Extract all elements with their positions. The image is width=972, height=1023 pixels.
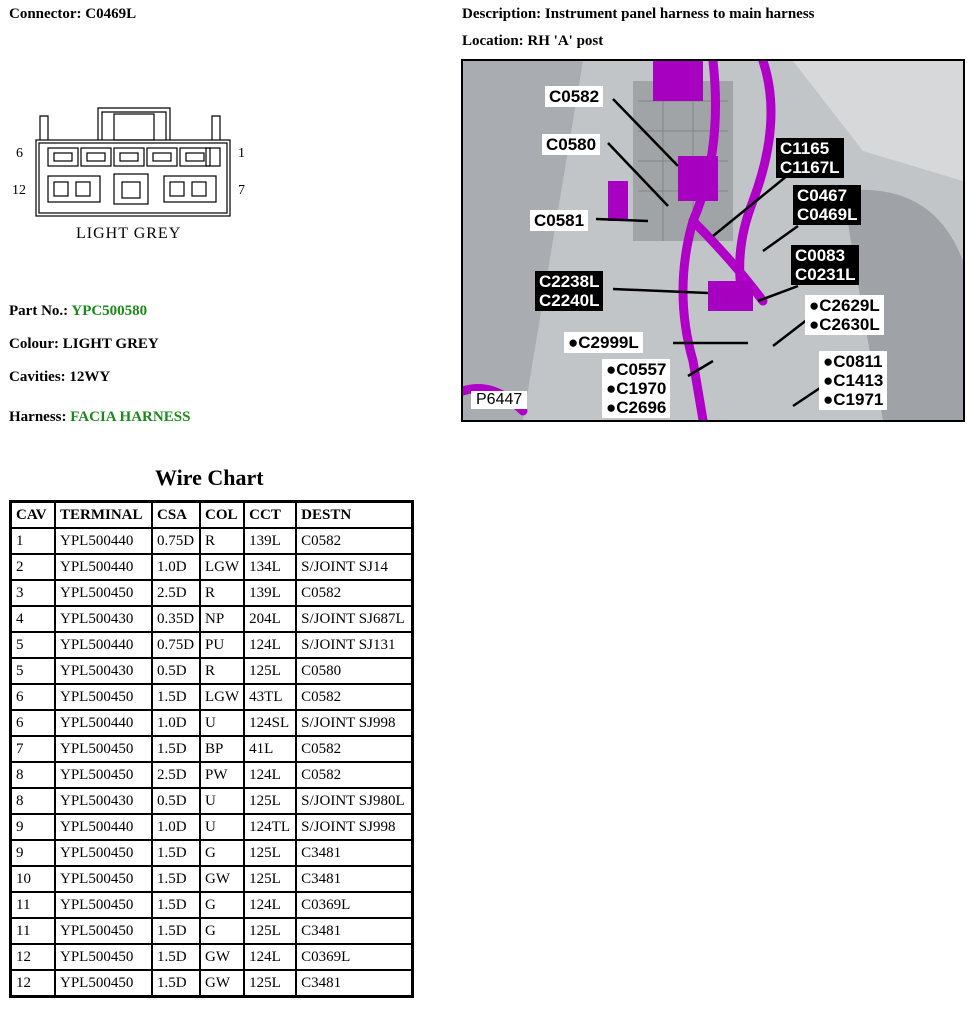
cell-cct: 125L	[244, 658, 296, 684]
cell-col: R	[200, 658, 244, 684]
cell-terminal: YPL500430	[55, 606, 152, 632]
photo-callout-c2238l: C2238L C2240L	[535, 271, 603, 311]
cell-csa: 0.35D	[152, 606, 200, 632]
cell-csa: 0.5D	[152, 788, 200, 814]
description-value: Instrument panel harness to main harness	[544, 6, 815, 22]
cell-col: NP	[200, 606, 244, 632]
cell-csa: 1.5D	[152, 684, 200, 710]
cell-cct: 139L	[244, 528, 296, 554]
photo-callout-c0557: ●C0557 ●C1970 ●C2696	[602, 359, 670, 418]
cell-csa: 2.5D	[152, 762, 200, 788]
cell-cct: 41L	[244, 736, 296, 762]
cell-destn: S/JOINT SJ131	[296, 632, 412, 658]
location-line	[462, 33, 603, 50]
cell-cct: 204L	[244, 606, 296, 632]
harness-value: FACIA HARNESS	[70, 409, 191, 425]
cell-csa: 1.0D	[152, 710, 200, 736]
cell-col: PU	[200, 632, 244, 658]
cell-terminal: YPL500440	[55, 528, 152, 554]
cell-destn: C0582	[296, 684, 412, 710]
cell-cav: 8	[11, 788, 55, 814]
photo-callout-c0581: C0581	[530, 210, 588, 231]
header-cav: CAV	[11, 502, 55, 528]
table-header-row	[11, 502, 412, 528]
cell-col: U	[200, 710, 244, 736]
cell-cav: 4	[11, 606, 55, 632]
part-no-line	[9, 303, 147, 320]
cell-cct: 125L	[244, 918, 296, 944]
cell-col: U	[200, 814, 244, 840]
connector-value: C0469L	[85, 6, 137, 22]
cell-destn: C0582	[296, 762, 412, 788]
cell-terminal: YPL500440	[55, 632, 152, 658]
cell-destn: C0582	[296, 736, 412, 762]
table-row	[11, 528, 412, 554]
cell-col: GW	[200, 866, 244, 892]
cell-cav: 12	[11, 944, 55, 970]
header-terminal: TERMINAL	[55, 502, 152, 528]
header-csa: CSA	[152, 502, 200, 528]
photo-callout-c0582: C0582	[545, 86, 603, 107]
table-row	[11, 970, 412, 996]
cell-cct: 125L	[244, 788, 296, 814]
cell-cav: 6	[11, 684, 55, 710]
wire-chart-title: Wire Chart	[155, 465, 264, 490]
cell-destn: C3481	[296, 866, 412, 892]
cell-col: PW	[200, 762, 244, 788]
cell-col: G	[200, 918, 244, 944]
cell-csa: 1.5D	[152, 866, 200, 892]
location-label: Location:	[462, 33, 524, 49]
pin-1-label: 1	[238, 146, 245, 161]
cell-destn: S/JOINT SJ998	[296, 814, 412, 840]
table-row	[11, 918, 412, 944]
cell-cct: 125L	[244, 970, 296, 996]
cavities-line	[9, 369, 110, 386]
pin-7-label: 7	[238, 183, 245, 198]
header-col: COL	[200, 502, 244, 528]
photo-illustration	[463, 61, 963, 420]
header-destn: DESTN	[296, 502, 412, 528]
cell-terminal: YPL500450	[55, 762, 152, 788]
cell-csa: 1.5D	[152, 736, 200, 762]
cell-csa: 1.5D	[152, 918, 200, 944]
table-row	[11, 814, 412, 840]
cell-col: G	[200, 892, 244, 918]
cell-cav: 1	[11, 528, 55, 554]
table-row	[11, 632, 412, 658]
part-no-label: Part No.:	[9, 303, 69, 319]
cell-col: GW	[200, 970, 244, 996]
cell-col: R	[200, 528, 244, 554]
table-row	[11, 606, 412, 632]
table-row	[11, 736, 412, 762]
table-row	[11, 684, 412, 710]
cell-terminal: YPL500450	[55, 970, 152, 996]
cell-col: R	[200, 580, 244, 606]
table-row	[11, 892, 412, 918]
colour-value: LIGHT GREY	[62, 336, 159, 352]
cell-destn: S/JOINT SJ998	[296, 710, 412, 736]
cell-col: BP	[200, 736, 244, 762]
cell-csa: 1.5D	[152, 970, 200, 996]
cell-cav: 2	[11, 554, 55, 580]
photo-callout-c1165: C1165 C1167L	[776, 138, 844, 178]
table-row	[11, 840, 412, 866]
table-row	[11, 944, 412, 970]
cell-terminal: YPL500450	[55, 918, 152, 944]
cell-terminal: YPL500440	[55, 710, 152, 736]
cell-cav: 11	[11, 918, 55, 944]
cell-destn: C0582	[296, 528, 412, 554]
table-row	[11, 554, 412, 580]
photo-callout-c2999l: ●C2999L	[564, 332, 643, 353]
photo-callout-c0083: C0083 C0231L	[791, 245, 859, 285]
cell-terminal: YPL500450	[55, 684, 152, 710]
cell-cct: 124SL	[244, 710, 296, 736]
cell-cct: 124L	[244, 944, 296, 970]
cell-csa: 1.0D	[152, 814, 200, 840]
cell-destn: C0580	[296, 658, 412, 684]
cell-terminal: YPL500430	[55, 788, 152, 814]
cell-terminal: YPL500440	[55, 814, 152, 840]
cavities-label: Cavities:	[9, 369, 66, 385]
description-line	[462, 6, 815, 23]
photo-callout-c0467: C0467 C0469L	[793, 185, 861, 225]
cell-col: GW	[200, 944, 244, 970]
cell-destn: S/JOINT SJ687L	[296, 606, 412, 632]
cell-cct: 134L	[244, 554, 296, 580]
header-cct: CCT	[244, 502, 296, 528]
cell-cav: 8	[11, 762, 55, 788]
cell-terminal: YPL500450	[55, 944, 152, 970]
table-row	[11, 866, 412, 892]
harness-label: Harness:	[9, 409, 67, 425]
table-row	[11, 788, 412, 814]
cell-destn: C0369L	[296, 944, 412, 970]
connector-heading	[9, 6, 136, 23]
cell-cct: 139L	[244, 580, 296, 606]
colour-line	[9, 336, 159, 353]
cell-cct: 125L	[244, 840, 296, 866]
cell-destn: C0369L	[296, 892, 412, 918]
cell-cct: 124L	[244, 892, 296, 918]
part-no-value: YPC500580	[71, 303, 148, 319]
cell-cav: 6	[11, 710, 55, 736]
cell-cav: 7	[11, 736, 55, 762]
cell-col: LGW	[200, 554, 244, 580]
photo-callout-c2629l: ●C2629L ●C2630L	[805, 295, 884, 335]
cell-terminal: YPL500450	[55, 580, 152, 606]
cell-col: G	[200, 840, 244, 866]
cell-cct: 124L	[244, 632, 296, 658]
photo-id-label: P6447	[471, 391, 527, 409]
photo-callout-c0811: ●C0811 ●C1413 ●C1971	[819, 351, 887, 410]
cell-cct: 124TL	[244, 814, 296, 840]
table-row	[11, 762, 412, 788]
cell-cav: 11	[11, 892, 55, 918]
connector-label: Connector:	[9, 6, 82, 22]
table-row	[11, 658, 412, 684]
harness-line	[9, 409, 190, 426]
cell-destn: S/JOINT SJ980L	[296, 788, 412, 814]
cell-csa: 1.5D	[152, 944, 200, 970]
cell-cav: 5	[11, 632, 55, 658]
table-row	[11, 580, 412, 606]
cell-csa: 0.75D	[152, 632, 200, 658]
cell-destn: C3481	[296, 918, 412, 944]
photo-callout-c0580: C0580	[542, 134, 600, 155]
cell-cct: 125L	[244, 866, 296, 892]
cell-terminal: YPL500450	[55, 892, 152, 918]
cell-col: LGW	[200, 684, 244, 710]
cell-csa: 1.5D	[152, 840, 200, 866]
location-value: RH 'A' post	[527, 33, 604, 49]
cell-terminal: YPL500450	[55, 736, 152, 762]
cell-cav: 3	[11, 580, 55, 606]
pin-12-label: 12	[12, 183, 26, 198]
cavities-value: 12WY	[69, 369, 111, 385]
cell-destn: C3481	[296, 970, 412, 996]
cell-cav: 5	[11, 658, 55, 684]
cell-cct: 124L	[244, 762, 296, 788]
cell-cav: 9	[11, 840, 55, 866]
cell-cct: 43TL	[244, 684, 296, 710]
location-photo	[461, 59, 965, 422]
pin-6-label: 6	[16, 146, 23, 161]
cell-terminal: YPL500430	[55, 658, 152, 684]
cell-cav: 9	[11, 814, 55, 840]
cell-destn: C0582	[296, 580, 412, 606]
cell-terminal: YPL500450	[55, 840, 152, 866]
cell-terminal: YPL500440	[55, 554, 152, 580]
cell-destn: C3481	[296, 840, 412, 866]
cell-csa: 1.5D	[152, 892, 200, 918]
cell-csa: 0.5D	[152, 658, 200, 684]
cell-terminal: YPL500450	[55, 866, 152, 892]
cell-csa: 2.5D	[152, 580, 200, 606]
cell-destn: S/JOINT SJ14	[296, 554, 412, 580]
description-label: Description:	[462, 6, 542, 22]
cell-csa: 0.75D	[152, 528, 200, 554]
wire-chart-body	[11, 528, 412, 996]
colour-label: Colour:	[9, 336, 59, 352]
cell-col: U	[200, 788, 244, 814]
wire-chart-table	[9, 500, 414, 998]
cell-cav: 10	[11, 866, 55, 892]
table-row	[11, 710, 412, 736]
cell-cav: 12	[11, 970, 55, 996]
connector-colour-caption: LIGHT GREY	[76, 225, 182, 242]
cell-csa: 1.0D	[152, 554, 200, 580]
